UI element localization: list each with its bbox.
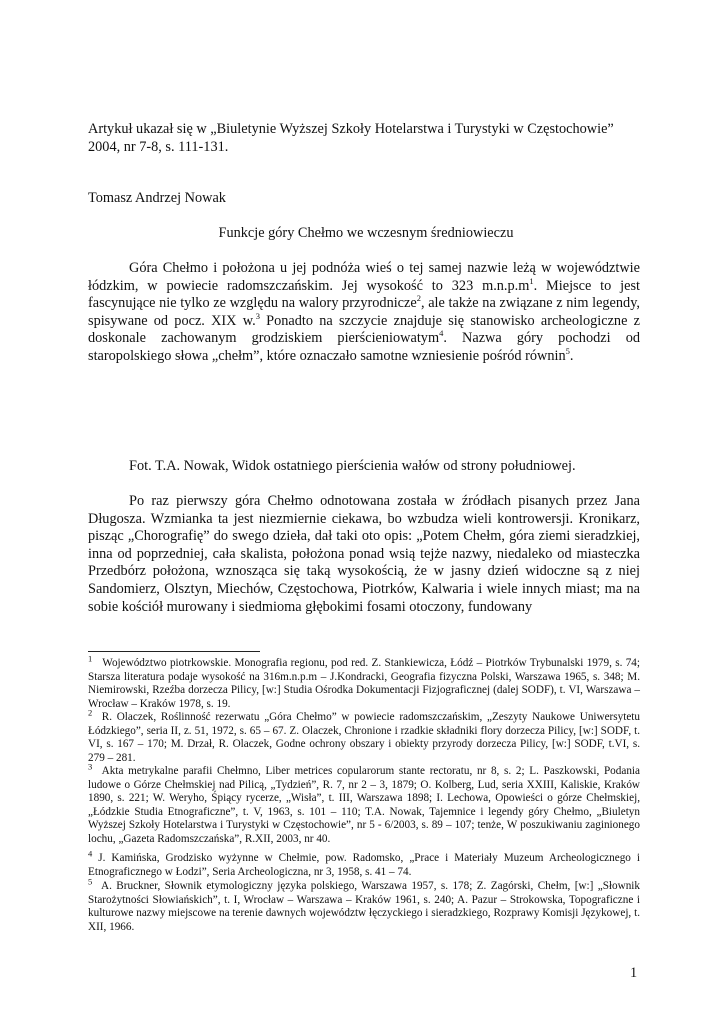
footnote-number: 3: [88, 761, 93, 772]
intro-text-3: , ale także na związane z nim legendy, spisywane od pocz. XIX w.: [88, 295, 640, 329]
publication-note-line2: 2004, nr 7-8, s. 111-131.: [88, 138, 229, 155]
intro-text-1: Góra Chełmo i położona u jej podnóża wieś o tej samej nazwie leżą w województwie łódzkim, w powiecie radomszczańskim. Jej wysokość to 323 m.n.p.m: [88, 260, 640, 294]
footnote-3: [88, 761, 640, 846]
intro-text-6: .: [569, 347, 574, 364]
history-paragraph: Po raz pierwszy góra Chełmo odnotowana została w źródłach pisanych przez Jana Długosza. Wzmianka ta jest niezmiernie ciekawa, bo wzbudza wieli kontrowersji. Kronikarz, pisząc „Chorografię” do swego dzieła, dał taki oto opis: „Potem Chełm, góra ziemi sieradzkiej, inna od poprzedniej, cała skalista, położona ponad wsią tejże nazwy, niedaleko od miasteczka Przedbórz położona, wznosząca się taką wysokością, że w jasny dzień widoczne są z niej Sandomierz, Olsztyn, Miechów, Częstochowa, Piotrków, Kalwaria i wiele innych miast; ma na sobie kościół murowany i siedmioma głębokimi fosami otoczony, fundowany: [88, 493, 640, 615]
photo-caption: Fot. T.A. Nowak, Widok ostatniego pierścienia wałów od strony południowej.: [129, 458, 576, 474]
footnote-number: 5: [88, 876, 93, 887]
footnote-ref-5[interactable]: 5: [565, 346, 570, 357]
footnote-number: 2: [88, 707, 93, 718]
intro-text-5: . Nazwa góry pochodzi od staropolskiego słowa „chełm”, które oznaczało samotne wzniesienie pośród równin: [88, 330, 640, 364]
publication-note: [88, 121, 640, 156]
footnote-ref-1[interactable]: 1: [529, 275, 534, 286]
footnote-ref-4[interactable]: 4: [439, 328, 444, 339]
footnote-2: [88, 707, 641, 765]
intro-paragraph: [88, 260, 640, 366]
author-name: Tomasz Andrzej Nowak: [88, 190, 226, 206]
intro-text-2: . Miejsce to jest fascynujące nie tylko ze względu na walory przyrodnicze: [88, 277, 640, 312]
footnote-text: Akta metrykalne parafii Chełmno, Liber metrices copularorum stante rectoratu, nr 8, s. 2; L. Paszkowski, Podania ludowe o Górze Chełmskiej nad Pilicą, „Tydzień”, R. 7, nr 2 – 3, 1879; O. Kolberg, Lud, seria XXIII, Kaliskie, Kraków 1890, s. 221; W. Weryho, Śpiący rycerze, „Wisła”, t. III, Warszawa 1898; I. Lechowa, Opowieści o górze Chełmskiej, „Łódzkie Studia Etnograficzne”, t. V, 1963, s. 101 – 110; T.A. Nowak, Tajemnice i legendy góry Chełmo, „Biuletyn Wyższej Szkoły Hotelarstwa i Turystyki w Częstochowie”, nr 5 - 6/2003, s. 89 – 107; tenże, W poszukiwaniu zaginionego lochu, „Gazeta Radomszczańska”, R.XII, 2003, nr 40.: [88, 765, 640, 845]
footnote-text: Województwo piotrkowskie. Monografia regionu, pod red. Z. Stankiewicza, Łódź – Piotrków Trybunalski 1979, s. 74; Starsza literatura podaje wysokość na 316m.n.p.m – J.Kondracki, Geografia fizyczna Polski, Warszawa 1965, s. 348; M. Niemirowski, Rzeźba dorzecza Pilicy, [w:] Studia Ośrodka Dokumentacji Fizjograficznej (dalej SODF), t. VI, Warszawa – Wrocław – Kraków 1978, s. 19.: [88, 657, 641, 710]
footnote-5: [88, 876, 640, 934]
footnote-ref-3[interactable]: 3: [255, 311, 260, 322]
publication-note-line1: Artykuł ukazał się w „Biuletynie Wyższej Szkoły Hotelarstwa i Turystyki w Częstochowie”: [88, 121, 614, 137]
footnote-number: 1: [88, 653, 93, 664]
footnote-ref-2[interactable]: 2: [416, 293, 421, 304]
page-number: 1: [630, 965, 638, 981]
article-title: Funkcje góry Chełmo we wczesnym średniowieczu: [218, 225, 514, 241]
footnote-1: [88, 653, 641, 711]
intro-text-4: Ponadto na szczycie znajduje się stanowisko archeologiczne z doskonale zachowanym grodziskiem pierścieniowatym: [88, 312, 640, 347]
footnote-text: R. Olaczek, Roślinność rezerwatu „Góra Chełmo” w powiecie radomszczańskim, „Zeszyty Naukowe Uniwersytetu Łódzkiego”, seria II, z. 51, 1972, s. 65 – 67. Z. Olaczek, Chronione i rzadkie składniki flory dorzecza Pilicy, [w:] SODF, t. VI, s. 167 – 170; M. Drzał, R. Olaczek, Godne ochrony obszary i obiekty przyrody dorzecza Pilicy, [w:] SODF, t.VI, s. 279 – 281.: [88, 711, 641, 764]
footnote-number: 4: [88, 848, 93, 859]
footnote-text: J. Kamińska, Grodzisko wyżynne w Chełmie, pow. Radomsko, „Prace i Materiały Muzeum Archeologicznego i Etnograficznego w Łodzi”, Seria Archeologiczna, nr 3, 1958, s. 41 – 74.: [88, 852, 640, 878]
footnote-text: A. Bruckner, Słownik etymologiczny języka polskiego, Warszawa 1957, s. 178; Z. Zagórski, Chełm, [w:] „Słownik Starożytności Słowiańskich”, t. I, Wrocław – Warszawa – Kraków 1961, s. 240; A. Pazur – Strokowska, Topograficzne i kulturowe nazwy miejscowe na terenie dawnych województw łęczyckiego i sieradzkiego, Rozprawy Komisji Językowej, t. XII, 1966.: [88, 880, 640, 933]
footnote-4: [88, 848, 640, 879]
footnote-separator: [88, 651, 260, 652]
